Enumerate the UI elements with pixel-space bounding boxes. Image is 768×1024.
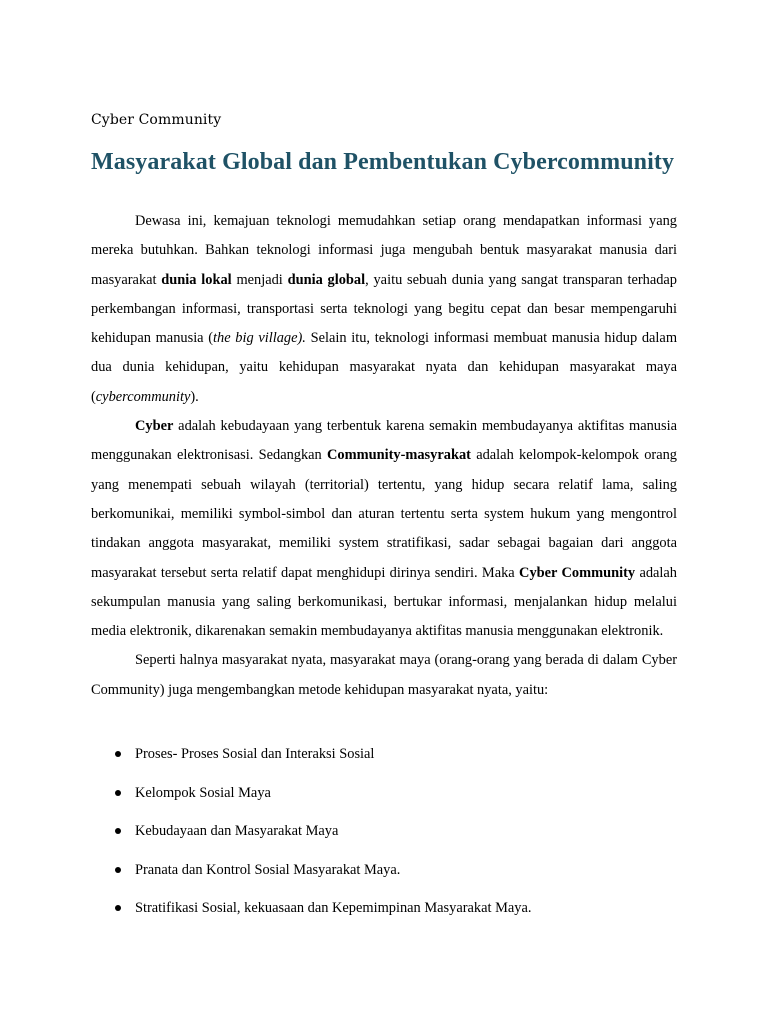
list-item (91, 817, 677, 856)
list-item-label: Kelompok Sosial Maya (135, 784, 271, 801)
bold-term: Cyber Community (519, 564, 636, 581)
list-item (91, 779, 677, 818)
list-item-label: Proses- Proses Sosial dan Interaksi Sosial (135, 746, 375, 762)
paragraph-text: Selain itu, teknologi informasi membuat manusia hidup dalam dua dunia kehidupan, yaitu kehidupan masyarakat nyata dan kehidupan masyarakat maya ( (91, 330, 678, 405)
list-item-label: Pranata dan Kontrol Sosial Masyarakat Maya. (135, 861, 401, 878)
paragraph-text: , yaitu sebuah dunia yang sangat transparan terhadap perkembangan informasi, transportasi serta teknologi yang begitu cepat dan besar mempengaruhi kehidupan manusia ( (91, 271, 677, 347)
list-item (91, 894, 677, 933)
list-item (91, 856, 677, 895)
document-heading: Masyarakat Global dan Pembentukan Cybercommunity (91, 149, 675, 175)
italic-term: cybercommunity (95, 388, 191, 405)
list-item (91, 740, 677, 779)
bold-term: dunia lokal (161, 271, 232, 288)
paragraph-text: adalah sekumpulan manusia yang saling berkomunikasi, bertukar informasi, menjalankan hidup melalui media elektronik, dikarenakan semakin membudayanya aktifitas manusia menggunakan elektronik. (91, 564, 677, 640)
paragraph-methods (91, 646, 677, 705)
paragraph-text: Dewasa ini, kemajuan teknologi memudahkan setiap orang mendapatkan informasi yang mereka butuhkan. Bahkan teknologi informasi juga mengubah bentuk masyarakat manusia dari masyarakat (91, 213, 677, 288)
paragraph-text: menjadi (231, 271, 288, 288)
bullet-dot-icon (115, 905, 121, 911)
paragraph-text: ). (190, 388, 199, 405)
bullet-dot-icon (115, 867, 121, 873)
paragraph-definition (91, 412, 677, 646)
bullet-list (91, 740, 677, 933)
paragraph-intro (91, 207, 677, 412)
paragraph-text: Seperti halnya masyarakat nyata, masyarakat maya (orang-orang yang berada di dalam Cyber Community) juga mengembangkan metode kehidupan masyarakat nyata, yaitu: (91, 652, 677, 698)
bold-term: Community-masyrakat (327, 447, 471, 464)
bullet-dot-icon (115, 751, 121, 757)
bullet-dot-icon (115, 790, 121, 796)
document-label: Cyber Community (91, 112, 222, 128)
bold-term: dunia global (287, 271, 366, 288)
italic-term: the big village). (213, 330, 306, 347)
bullet-dot-icon (115, 828, 121, 834)
paragraph-text: adalah kelompok-kelompok orang yang menempati sebuah wilayah (territorial) tertentu, yang hidup secara relatif lama, saling berkomunikai, memiliki symbol-simbol dan aturan tertentu serta system hukum yang mengontrol tindakan anggota masyarakat, memiliki system stratifikasi, sadar sebagai bagaian dari anggota masyarakat tersebut serta relatif dapat menghidupi dirinya sendiri. Maka (91, 447, 677, 581)
list-item-label: Stratifikasi Sosial, kekuasaan dan Kepemimpinan Masyarakat Maya. (135, 900, 532, 916)
list-item-label: Kebudayaan dan Masyarakat Maya (135, 823, 339, 839)
bold-term: Cyber (135, 418, 174, 435)
document-body (91, 207, 677, 705)
paragraph-text: adalah kebudayaan yang terbentuk karena semakin membudayanya aktifitas manusia menggunakan elektronisasi. Sedangkan (91, 418, 677, 464)
